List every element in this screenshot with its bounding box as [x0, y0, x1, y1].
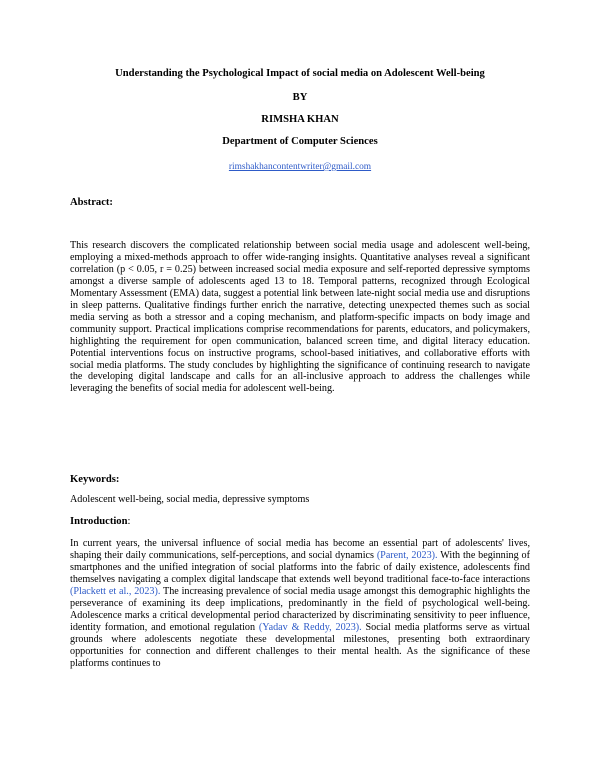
intro-text-segment: The increasing prevalence of social media usage amongst this demographic highlights the perseverance of examining its deep implications, predominantly in the field of psychological well-being. Adolescence marks a critical developmental period characterized by discriminating sensitivity to peer influence, identity formation, and emotional regulation: [70, 585, 530, 633]
intro-text-segment: With the beginning of smartphones and the unified integration of social platforms into the fabric of daily existence, adolescents find themselves navigating a complex digital landscape that extends well beyond traditional face-to-face interactions: [70, 549, 530, 585]
introduction-heading-label: Introduction: [70, 516, 128, 527]
author-name: RIMSHA KHAN: [261, 114, 339, 125]
citation-link[interactable]: (Yadav & Reddy, 2023).: [258, 621, 362, 633]
intro-text-segment: In current years, the universal influence of social media has become an essential part of adolescents' lives, shaping their daily communications, self-perceptions, and social dynamics: [70, 538, 530, 561]
paper-title: Understanding the Psychological Impact of social media on Adolescent Well-being: [115, 68, 485, 79]
by-line: BY: [292, 92, 308, 103]
keywords-heading: Keywords:: [70, 474, 120, 485]
abstract-heading: Abstract:: [70, 197, 113, 208]
author-department: Department of Computer Sciences: [222, 136, 378, 147]
author-email-link[interactable]: rimshakhancontentwriter@gmail.com: [228, 162, 372, 172]
introduction-text: [70, 538, 530, 669]
intro-text-segment: Social media platforms serve as virtual grounds where adolescents negotiate these developmental milestones, presenting both extraordinary opportunities for connection and different challenges to their mental health. As the significance of these platforms continues to: [70, 621, 530, 669]
abstract-text: This research discovers the complicated relationship between social media usage and adolescent well-being, employing a mixed-methods approach to offer wide-ranging insights. Quantitative analyses reveal a significant correlation (p < 0.05, r = 0.25) between increased social media exposure and self-reported depressive symptoms amongst a diverse sample of adolescents aged 13 to 18. Temporal patterns, recognized through Ecological Momentary Assessment (EMA) data, suggest a potential link between late-night social media use and disruptions in sleep patterns. Qualitative findings further enrich the narrative, detecting unexpected themes such as social media serving as both a stressor and a coping mechanism, and platform-specific impacts on body image and community support. Practical implications comprise recommendations for parents, educators, and policymakers, highlighting the requirement for open communication, balanced screen time, and digital literacy education. Potential interventions focus on instructive programs, school-based initiatives, and collaborative efforts with social media platforms. The study concludes by highlighting the significance of continuing research to navigate the developing digital landscape and calls for an all-inclusive approach to address the challenges while leveraging the benefits of social media for adolescent well-being.: [70, 240, 530, 395]
introduction-heading: [70, 516, 130, 527]
keywords-text: Adolescent well-being, social media, depressive symptoms: [70, 494, 310, 505]
email-row: [0, 156, 600, 174]
introduction-heading-colon: :: [127, 516, 131, 527]
citation-link[interactable]: (Parent, 2023).: [376, 549, 438, 561]
citation-link[interactable]: (Plackett et al., 2023).: [70, 585, 161, 597]
